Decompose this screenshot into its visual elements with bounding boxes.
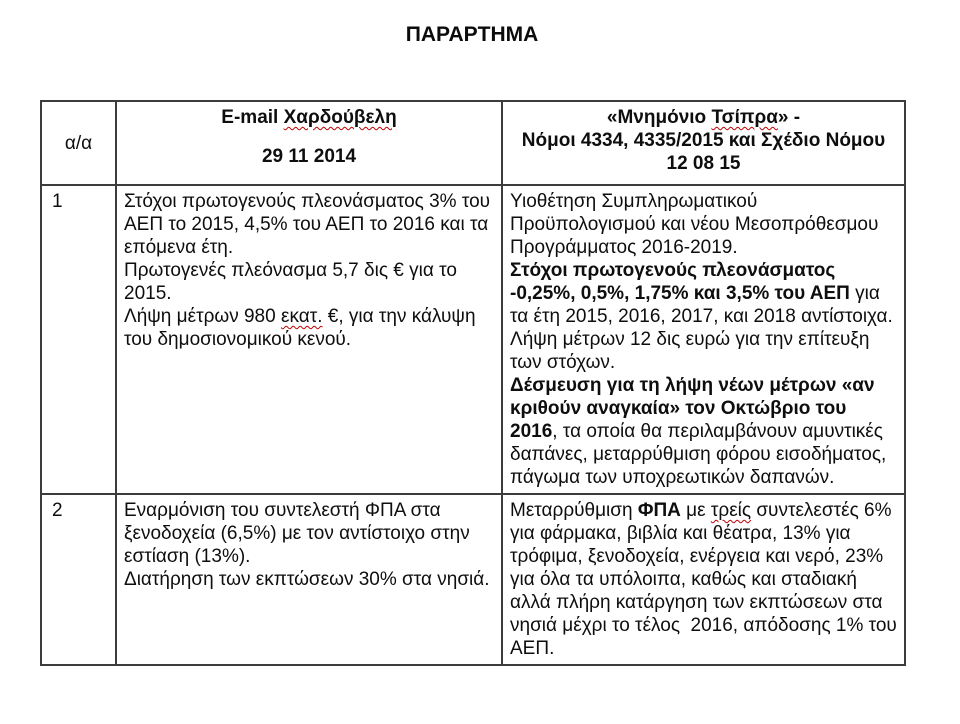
text-run: Εναρμόνιση του συντελεστή ΦΠΑ στα ξενοδοχεία (6,5%) με τον αντίστοιχο στην εστίαση (13%). [124,500,475,567]
row-number-cell: 2 [41,494,116,665]
paragraph [124,259,494,305]
email-column-cell [116,185,502,494]
header-cell-memo-column [502,101,905,185]
page-title: ΠΑΡΑΡΤΗΜΑ [405,23,539,46]
text-run: Υιοθέτηση Συμπληρωματικού Προϋπολογισμού και νέου Μεσοπρόθεσμου Προγράμματος 2016-2019. [510,191,884,258]
memo-column-cell [502,494,905,665]
text-run: €, για την κάλυψη του δημοσιονομικού κενού. [124,306,481,350]
text-run: «Μνημόνιο [606,107,712,128]
table-header-row [41,101,905,185]
text-run: Στόχοι πρωτογενούς πλεονάσματος 3% του ΑΕΠ το 2015, 4,5% του ΑΕΠ το 2016 και τα επόμενα έτη. [124,191,495,258]
misspelled-text-run: εκατ. [280,306,323,327]
paragraph [124,106,494,129]
memo-column-cell [502,185,905,494]
appendix-table [40,100,906,666]
paragraph [510,328,897,374]
paragraph [124,145,494,168]
paragraph [124,568,494,591]
header-cell-email-column [116,101,502,185]
text-run: Στόχοι πρωτογενούς πλεονάσματος -0,25%, 0,5%, 1,75% και 3,5% του ΑΕΠ [510,260,850,304]
paragraph [510,106,897,129]
text-run: Δέσμευση για τη λήψη νέων μέτρων «αν κριθούν αναγκαία» τον Οκτώβριο του 2016 [510,375,880,442]
blank-line [124,129,494,145]
row-number-cell: 1 [41,185,116,494]
paragraph [510,190,897,259]
text-run: ΦΠΑ [637,500,681,521]
text-run: 29 11 2014 [261,146,357,167]
paragraph [510,129,897,175]
email-column-cell [116,494,502,665]
text-run: Μεταρρύθμιση [510,500,638,521]
misspelled-text-run: τρείς [710,500,752,521]
text-run: Λήψη μέτρων 980 [124,306,281,327]
text-run: Διατήρηση των εκπτώσεων 30% στα νησιά. [124,569,490,590]
table-row [41,185,905,494]
text-run: συντελεστές 6% για φάρμακα, βιβλία και θέατρα, 13% για τρόφιμα, ξενοδοχεία, ενέργεια και νερό, 23% για όλα τα υπόλοιπα, καθώς και σταδιακή αλλά πλήρη κατάργηση των εκπτώσεων στα νησιά μέχρι το τέλος 2016, απόδοσης 1% του ΑΕΠ. [510,500,902,659]
table-row [41,494,905,665]
text-run: Νόμοι 4334, 4335/2015 και Σχέδιο Νόμου 12 08 15 [521,130,891,174]
paragraph [124,190,494,259]
misspelled-text-run: Χαρδούβελη [283,107,397,128]
text-run: , τα οποία θα περιλαμβάνουν αμυντικές δαπάνες, μεταρρύθμιση φόρου εισοδήματος, πάγωμα των υποχρεωτικών δαπανών. [510,421,892,488]
paragraph [510,499,902,660]
text-run: με [680,500,711,521]
text-run: E-mail [221,107,284,128]
text-run: Λήψη μέτρων 12 δις ευρώ για την επίτευξη των στόχων. [510,329,875,373]
paragraph [124,499,494,568]
paragraph [510,259,897,328]
text-run: » - [777,107,801,128]
paragraph [124,305,494,351]
misspelled-text-run: Τσίπρα [711,107,778,128]
text-run: για τα έτη 2015, 2016, 2017, και 2018 αντίστοιχα. [510,283,893,327]
paragraph [510,374,897,489]
header-cell-index: α/α [41,101,116,185]
text-run: Πρωτογενές πλεόνασμα 5,7 δις € για το 2015. [124,260,463,304]
